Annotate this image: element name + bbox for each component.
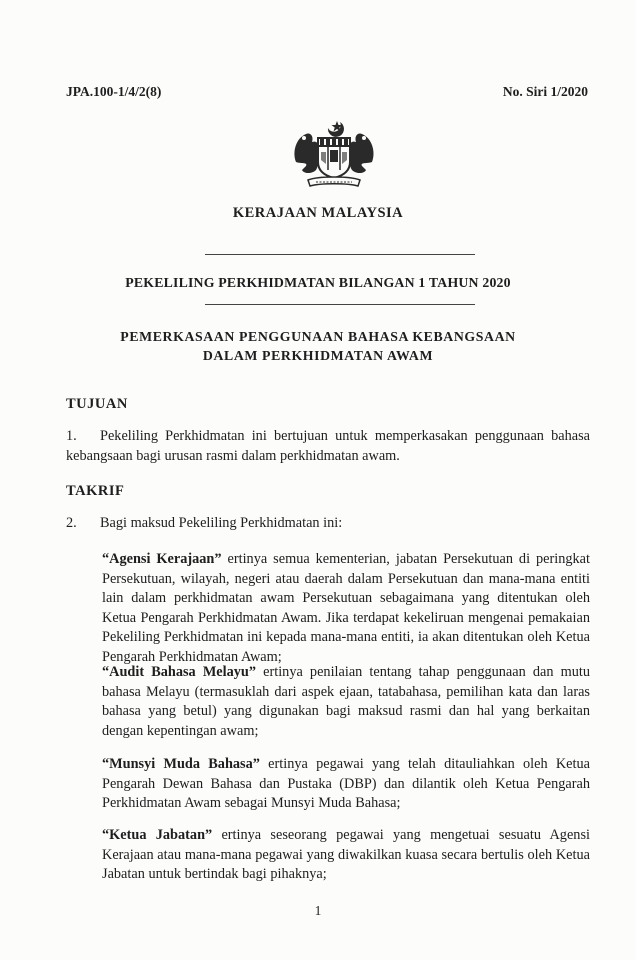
paragraph-2 [66, 514, 590, 534]
paragraph-text: Pekeliling Perkhidmatan ini bertujuan untuk memperkasakan penggunaan bahasa kebangsaan bagi urusan rasmi dalam perkhidmatan awam. [66, 428, 590, 464]
section-heading-takrif: TAKRIF [66, 483, 125, 499]
definition-text: ertinya semua kementerian, jabatan Persekutuan di peringkat Persekutuan, wilayah, negeri atau daerah dalam Persekutuan dan mana-mana entiti lain dalam perkhidmatan awam Persekutuan sebagaimana yang ditentukan oleh Ketua Pengarah Perkhidmatan Awam. Jika terdapat kekeliruan mengenai pemakaian Pekeliling Perkhidmatan ini kepada mana-mana entiti, ia akan ditentukan oleh Ketua Pengarah Perkhidmatan Awam; [102, 551, 591, 665]
reference-number: JPA.100-1/4/2(8) [66, 84, 162, 99]
definition-term: “Agensi Kerajaan” [102, 551, 222, 567]
definition-text: ertinya seseorang pegawai yang mengetuai sesuatu Agensi Kerajaan atau mana-mana pegawai yang diwakilkan kuasa secara bertulis oleh Ketua Jabatan untuk bertindak bagi pihaknya; [102, 827, 590, 882]
paragraph-number: 2. [66, 515, 77, 531]
definition-item [102, 826, 590, 885]
serial-number: No. Siri 1/2020 [502, 84, 588, 99]
definition-item [102, 755, 590, 814]
government-title: KERAJAAN MALAYSIA [232, 205, 404, 221]
paragraph-text: Bagi maksud Pekeliling Perkhidmatan ini: [100, 515, 343, 531]
definition-item [102, 663, 590, 741]
definition-term: “Ketua Jabatan” [102, 827, 213, 843]
definition-item [102, 550, 590, 667]
paragraph-1 [66, 427, 590, 466]
circular-title: PEKELILING PERKHIDMATAN BILANGAN 1 TAHUN 2020 [125, 275, 511, 290]
paragraph-number: 1. [66, 428, 77, 444]
definition-text: ertinya pegawai yang telah ditauliahkan oleh Ketua Pengarah Dewan Bahasa dan Pustaka (DBP) dan dilantik oleh Ketua Pengarah Perkhidmatan Awam sebagai Munsyi Muda Bahasa; [102, 756, 590, 811]
definition-text: ertinya penilaian tentang tahap penggunaan dan mutu bahasa Melayu (termasuklah dari aspek ejaan, tatabahasa, pemilihan kata dan laras bahasa yang betul) yang digunakan bagi maksud rasmi dan hal yang berkaitan dengan kepentingan awam; [102, 664, 590, 739]
malaysia-coat-of-arms-icon [290, 118, 378, 190]
page-number: 1 [314, 903, 322, 918]
section-heading-tujuan: TUJUAN [66, 396, 128, 412]
definition-term: “Audit Bahasa Melayu” [102, 664, 257, 680]
circular-subject [0, 327, 636, 365]
subject-line-2: DALAM PERKHIDMATAN AWAM [202, 348, 434, 363]
definition-term: “Munsyi Muda Bahasa” [102, 756, 260, 772]
subject-line-1: PEMERKASAAN PENGGUNAAN BAHASA KEBANGSAAN [120, 329, 516, 344]
divider-line [205, 304, 475, 305]
divider-line [205, 254, 475, 255]
